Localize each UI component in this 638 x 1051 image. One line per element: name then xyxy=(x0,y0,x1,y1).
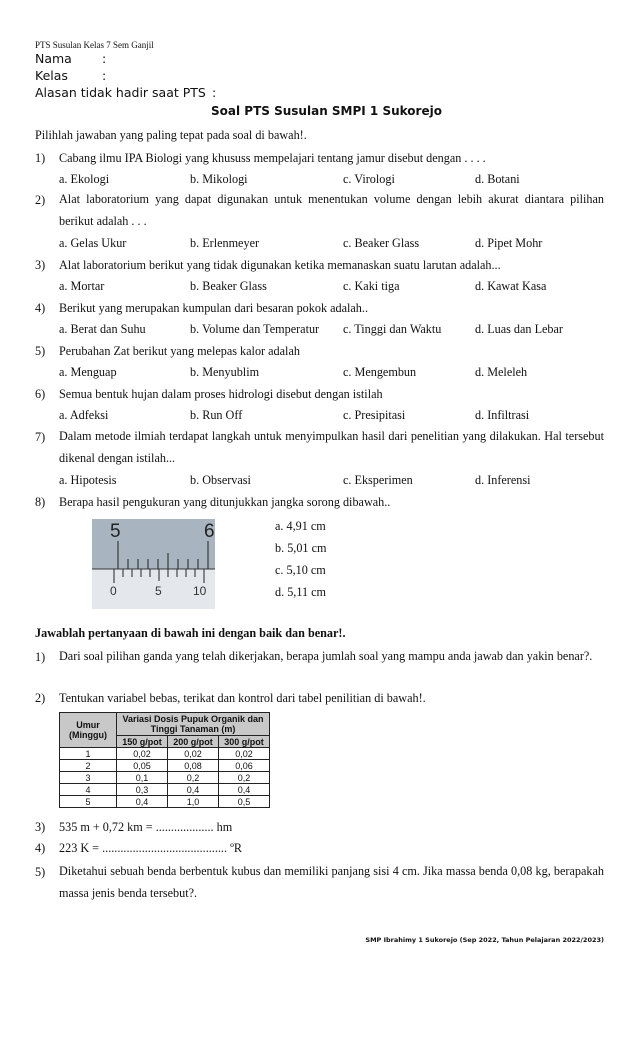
table-cell: 1,0 xyxy=(168,796,219,808)
q5-text: Perubahan Zat berikut yang melepas kalor adalah xyxy=(59,344,300,358)
table-row xyxy=(60,760,270,772)
page-title: Soal PTS Susulan SMPI 1 Sukorejo xyxy=(211,104,442,118)
mc-instruction: Pilihlah jawaban yang paling tepat pada soal di bawah!. xyxy=(35,128,307,142)
q6-option-a: a. Adfeksi xyxy=(59,408,109,422)
footer-school: SMP Ibrahimy 1 Sukorejo (Sep 2022, Tahun Pelajaran 2022/2023) xyxy=(365,936,604,944)
q2-number: 2) xyxy=(35,193,46,207)
table-cell: 4 xyxy=(60,784,117,796)
q2-option-c: c. Beaker Glass xyxy=(343,236,420,250)
essay-instruction: Jawablah pertanyaan di bawah ini dengan baik dan benar!. xyxy=(35,626,346,640)
research-table xyxy=(59,712,270,808)
table-subheader: 200 g/pot xyxy=(168,736,219,748)
q8-option-a: a. 4,91 cm xyxy=(275,519,326,533)
q1-option-a: a. Ekologi xyxy=(59,172,110,186)
q8-option-d: d. 5,11 cm xyxy=(275,585,326,599)
table-row xyxy=(60,796,270,808)
essay-q1-number: 1) xyxy=(35,650,46,664)
essay-q3-number: 3) xyxy=(35,820,46,834)
essay-q1-text: Dari soal pilihan ganda yang telah dikerjakan, berapa jumlah soal yang mampu anda jawab dan yakin benar?. xyxy=(59,649,593,663)
table-cell: 0,06 xyxy=(219,760,270,772)
q2-option-b: b. Erlenmeyer xyxy=(190,236,260,250)
table-subheader: 300 g/pot xyxy=(219,736,270,748)
table-cell: 1 xyxy=(60,748,117,760)
table-cell: 0,2 xyxy=(219,772,270,784)
q1-text: Cabang ilmu IPA Biologi yang khususs mempelajari tentang jamur disebut dengan . . . . xyxy=(59,151,486,165)
q4-number: 4) xyxy=(35,301,46,315)
q8-option-b: b. 5,01 cm xyxy=(275,541,327,555)
table-cell: 0,4 xyxy=(117,796,168,808)
q4-option-a: a. Berat dan Suhu xyxy=(59,322,146,336)
q6-number: 6) xyxy=(35,387,46,401)
essay-q5-number: 5) xyxy=(35,865,46,879)
q1-number: 1) xyxy=(35,151,46,165)
q5-option-a: a. Menguap xyxy=(59,365,117,379)
q7-number: 7) xyxy=(35,430,46,444)
essay-q4-text: 223 K = ......................................... ºR xyxy=(59,841,242,855)
q3-number: 3) xyxy=(35,258,46,272)
table-header-group: Variasi Dosis Pupuk Organik dan Tinggi Tanaman (m) xyxy=(117,713,270,736)
table-cell: 2 xyxy=(60,760,117,772)
q7-option-c: c. Eksperimen xyxy=(343,473,413,487)
q1-option-d: d. Botani xyxy=(475,172,520,186)
q7-text: Dalam metode ilmiah terdapat langkah untuk menyimpulkan hasil dari penelitian yang dilakukan. Hal tersebut dikenal dengan istilah... xyxy=(59,429,604,465)
q6-option-d: d. Infiltrasi xyxy=(475,408,530,422)
table-cell: 3 xyxy=(60,772,117,784)
q4-option-c: c. Tinggi dan Waktu xyxy=(343,322,442,336)
nama-label: Nama xyxy=(35,51,72,66)
q5-option-b: b. Menyublim xyxy=(190,365,260,379)
kelas-colon: : xyxy=(102,68,107,83)
table-row xyxy=(60,772,270,784)
essay-q4-number: 4) xyxy=(35,841,46,855)
q7-option-b: b. Observasi xyxy=(190,473,251,487)
caliper-main-label-6: 6 xyxy=(204,521,215,542)
q3-option-c: c. Kaki tiga xyxy=(343,279,400,293)
table-cell: 0,3 xyxy=(117,784,168,796)
table-cell: 0,4 xyxy=(219,784,270,796)
caliper-vernier-label-10: 10 xyxy=(193,584,207,598)
q7-option-a: a. Hipotesis xyxy=(59,473,117,487)
q6-option-b: b. Run Off xyxy=(190,408,243,422)
q6-option-c: c. Presipitasi xyxy=(343,408,406,422)
q8-number: 8) xyxy=(35,495,46,509)
q3-option-b: b. Beaker Glass xyxy=(190,279,267,293)
caliper-vernier-label-0: 0 xyxy=(110,584,117,598)
table-row xyxy=(60,748,270,760)
q5-option-c: c. Mengembun xyxy=(343,365,417,379)
q2-option-d: d. Pipet Mohr xyxy=(475,236,543,250)
table-cell: 0,02 xyxy=(117,748,168,760)
table-cell: 0,08 xyxy=(168,760,219,772)
table-cell: 0,5 xyxy=(219,796,270,808)
caliper-image xyxy=(92,519,215,609)
table-cell: 0,02 xyxy=(219,748,270,760)
alasan-colon: : xyxy=(212,85,217,100)
caliper-main-label-5: 5 xyxy=(110,521,121,542)
table-subheader: 150 g/pot xyxy=(117,736,168,748)
q4-option-b: b. Volume dan Temperatur xyxy=(190,322,320,336)
alasan-label: Alasan tidak hadir saat PTS xyxy=(35,85,206,100)
q3-option-a: a. Mortar xyxy=(59,279,105,293)
table-cell: 0,2 xyxy=(168,772,219,784)
q4-text: Berikut yang merupakan kumpulan dari besaran pokok adalah.. xyxy=(59,301,368,315)
q2-text: Alat laboratorium yang dapat digunakan untuk menentukan volume dengan lebih akurat diantara pilihan berikut adalah . . . xyxy=(59,192,604,228)
essay-q2-text: Tentukan variabel bebas, terikat dan kontrol dari tabel penilitian di bawah!. xyxy=(59,691,426,705)
table-cell: 0,05 xyxy=(117,760,168,772)
q5-option-d: d. Meleleh xyxy=(475,365,528,379)
essay-q3-text: 535 m + 0,72 km = ................... hm xyxy=(59,820,233,834)
table-cell: 0,02 xyxy=(168,748,219,760)
table-cell: 5 xyxy=(60,796,117,808)
table-cell: 0,4 xyxy=(168,784,219,796)
q5-number: 5) xyxy=(35,344,46,358)
q1-option-c: c. Virologi xyxy=(343,172,395,186)
essay-q5-text: Diketahui sebuah benda berbentuk kubus dan memiliki panjang sisi 4 cm. Jika massa benda 0,08 kg, berapakah massa jenis benda tersebut?. xyxy=(59,864,604,900)
table-row xyxy=(60,784,270,796)
q8-option-c: c. 5,10 cm xyxy=(275,563,326,577)
q3-option-d: d. Kawat Kasa xyxy=(475,279,547,293)
essay-q2-number: 2) xyxy=(35,691,46,705)
q6-text: Semua bentuk hujan dalam proses hidrologi disebut dengan istilah xyxy=(59,387,383,401)
q3-text: Alat laboratorium berikut yang tidak digunakan ketika memanaskan suatu larutan adalah... xyxy=(59,258,501,272)
table-header-umur: Umur (Minggu) xyxy=(60,713,117,748)
q1-option-b: b. Mikologi xyxy=(190,172,248,186)
nama-colon: : xyxy=(102,51,107,66)
caliper-vernier-label-5: 5 xyxy=(155,584,162,598)
q7-option-d: d. Inferensi xyxy=(475,473,531,487)
table-cell: 0,1 xyxy=(117,772,168,784)
q8-text: Berapa hasil pengukuran yang ditunjukkan jangka sorong dibawah.. xyxy=(59,495,391,509)
kelas-label: Kelas xyxy=(35,68,68,83)
q2-option-a: a. Gelas Ukur xyxy=(59,236,127,250)
q4-option-d: d. Luas dan Lebar xyxy=(475,322,563,336)
exam-code: PTS Susulan Kelas 7 Sem Ganjil xyxy=(35,40,154,50)
